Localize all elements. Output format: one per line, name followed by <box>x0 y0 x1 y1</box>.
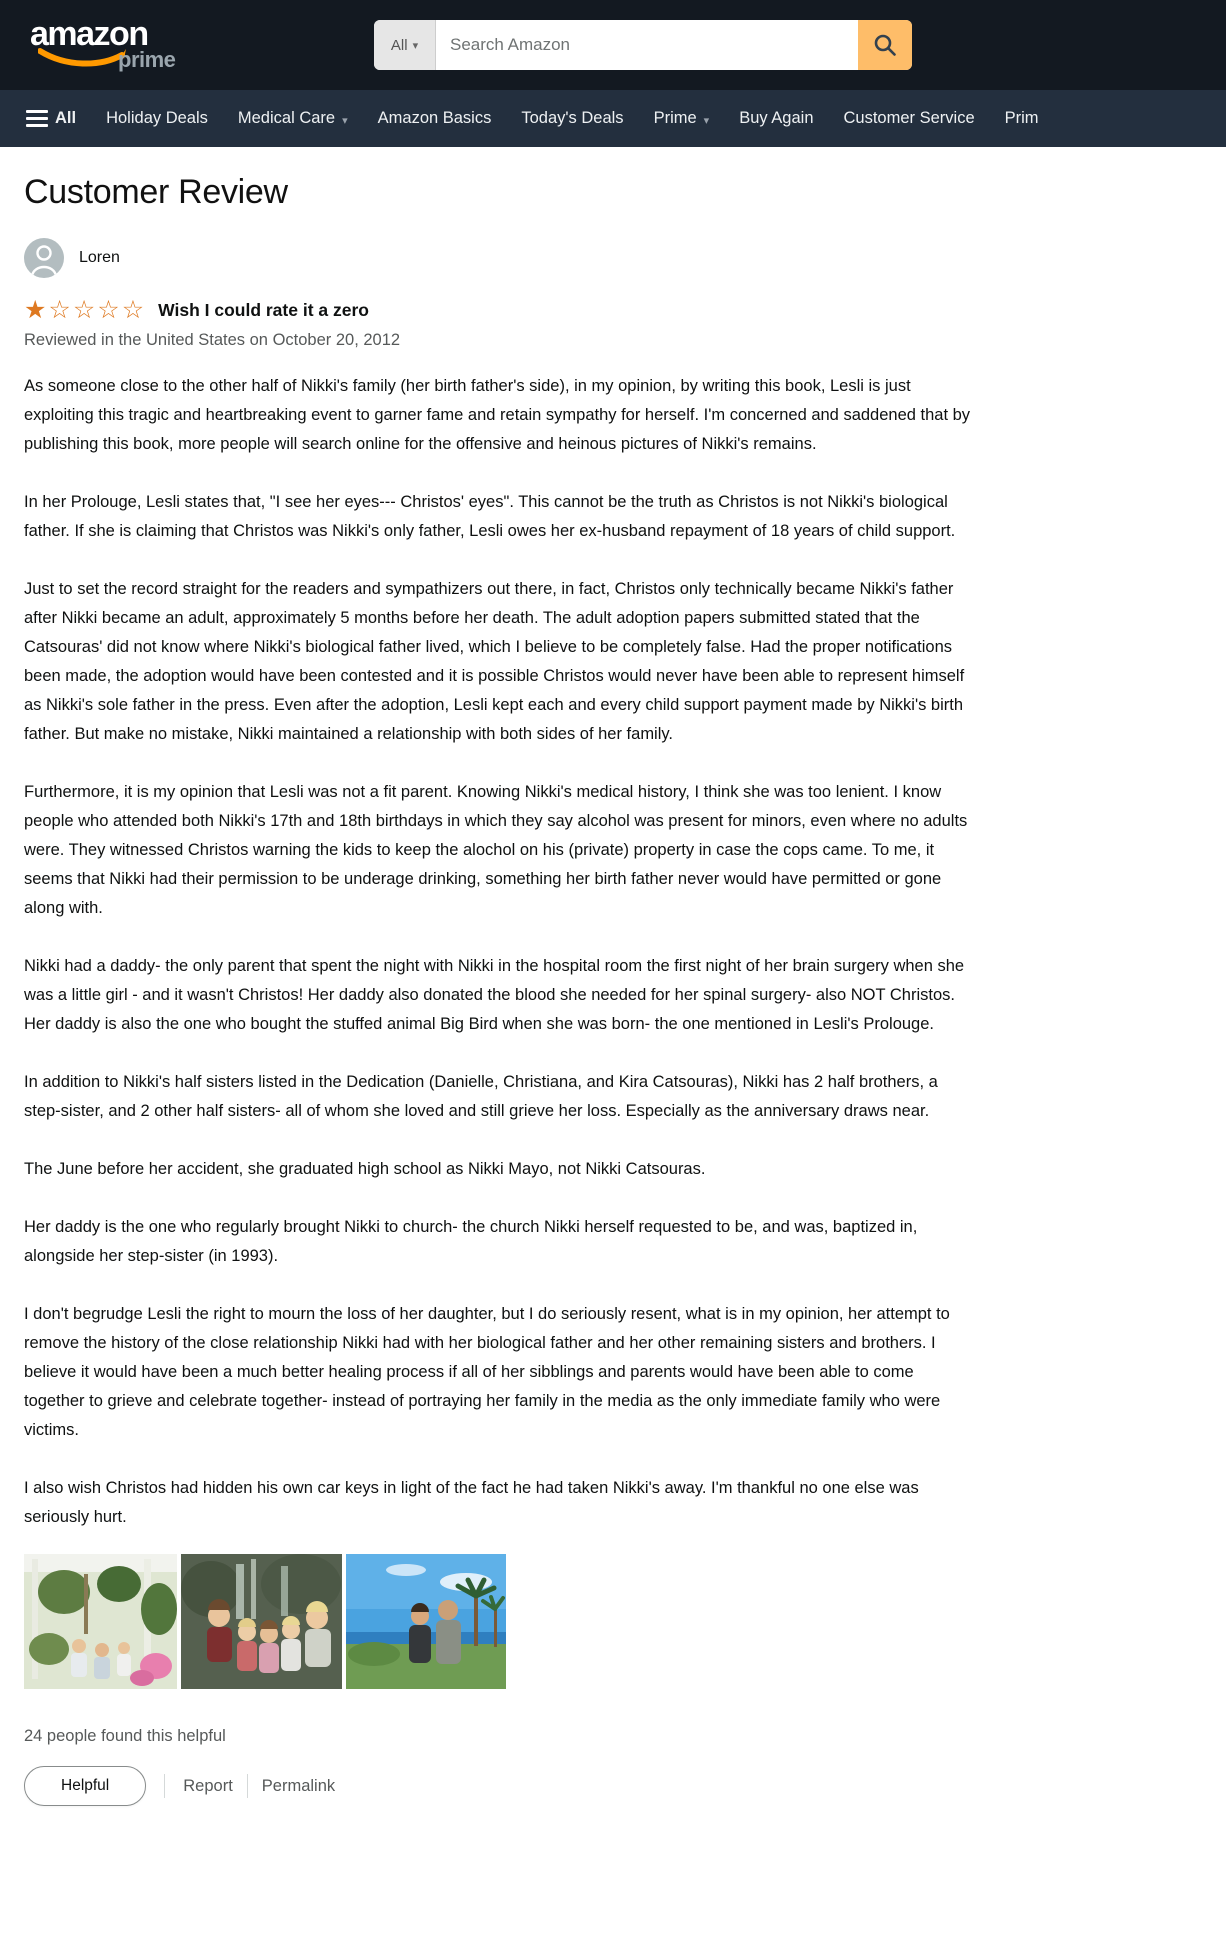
review-paragraph: Just to set the record straight for the readers and sympathizers out there, in fact, Christos only technically became Nikki's father after Nikki became an adult, approximately 5 months before her death. The adult adoption papers submitted stated that the Catsouras' did not know where Nikki's biological father lived, which I believe to be completely false. Had the proper notifications been made, the adoption would have been contested and it is possible Christos would never have been able to represent himself as Nikki's sole father in the press. Even after the adoption, Lesli kept each and every child support payment made by Nikki's birth father. But make no mistake, Nikki maintained a relationship with both sides of her family. <box>24 580 965 743</box>
review-title: Wish I could rate it a zero <box>158 300 369 320</box>
site-header <box>0 0 1226 90</box>
report-link[interactable]: Report <box>183 1776 233 1795</box>
search-scope-label: All <box>390 36 408 54</box>
chevron-down-icon: ▾ <box>412 39 419 52</box>
nav-item-amazon-basics[interactable]: Amazon Basics <box>377 109 492 127</box>
search-icon <box>872 32 898 58</box>
nav-item-buy-again[interactable]: Buy Again <box>739 109 814 127</box>
prime-label: prime <box>118 47 176 72</box>
chevron-down-icon: ▾ <box>703 114 710 127</box>
search-input[interactable] <box>436 20 858 70</box>
review-photo-garden-family[interactable] <box>24 1554 177 1689</box>
page-title: Customer Review <box>24 173 288 211</box>
star-empty-icon: ☆ <box>121 296 147 324</box>
review-paragraph: Her daddy is the one who regularly brought Nikki to church- the church Nikki herself requested to be, and was, baptized in, alongside her step-sister (in 1993). <box>24 1218 918 1265</box>
rating-row <box>24 298 1202 323</box>
nav-item-all[interactable]: All <box>26 109 76 128</box>
amazon-prime-logo[interactable] <box>30 17 180 73</box>
review-photo-beach-couple[interactable] <box>346 1554 506 1689</box>
review-paragraph: Nikki had a daddy- the only parent that spent the night with Nikki in the hospital room the first night of her brain surgery when she was a little girl - and it wasn't Christos! Her daddy also donated the blood she needed for her spinal surgery- also NOT Christos. Her daddy is also the one who bought the stuffed animal Big Bird when she was born- the one mentioned in Lesli's Prolouge. <box>24 957 965 1033</box>
review-paragraph: As someone close to the other half of Nikki's family (her birth father's side), in my opinion, by writing this book, Lesli is just exploiting this tragic and heartbreaking event to garner fame and retain sympathy for herself. I'm concerned and saddened that by publishing this book, more people will search online for the offensive and heinous pictures of Nikki's remains. <box>24 377 971 453</box>
star-rating <box>24 298 146 323</box>
divider <box>164 1774 165 1798</box>
review-paragraph: Furthermore, it is my opinion that Lesli was not a fit parent. Knowing Nikki's medical history, I think she was too lenient. I know people who attended both Nikki's 17th and 18th birthdays in which they say alcohol was present for minors, even where no adults were. They witnessed Christos warning the kids to keep the alochol on his (private) property in case the cops came. To me, it seems that Nikki had their permission to be underage drinking, something her birth father never would have permitted or gone along with. <box>24 783 968 917</box>
nav-item-customer-service[interactable]: Customer Service <box>843 109 975 127</box>
review-actions <box>24 1766 1202 1866</box>
helpful-button[interactable]: Helpful <box>24 1766 146 1806</box>
review-paragraph: I also wish Christos had hidden his own car keys in light of the fact he had taken Nikki's away. I'm thankful no one else was seriously hurt. <box>24 1479 919 1526</box>
nav-item-prime[interactable]: Prime ▾ <box>653 109 710 127</box>
star-empty-icon: ☆ <box>48 296 73 324</box>
avatar <box>24 238 64 278</box>
review-photo-family-group[interactable] <box>181 1554 342 1689</box>
person-icon <box>24 238 64 278</box>
nav-item-prime-truncated[interactable]: Prim <box>1004 109 1039 127</box>
reviewer-name: Loren <box>79 249 120 266</box>
review-photos <box>24 1554 1202 1689</box>
star-empty-icon: ☆ <box>72 296 98 324</box>
amazon-wordmark: amazon <box>30 15 148 53</box>
nav-item-holiday-deals[interactable]: Holiday Deals <box>106 109 208 127</box>
helpful-count: 24 people found this helpful <box>24 1727 226 1745</box>
review-body <box>24 372 972 1532</box>
chevron-down-icon: ▾ <box>342 114 348 127</box>
nav-item-medical-care[interactable]: Medical Care ▾ <box>237 109 348 127</box>
permalink-link[interactable]: Permalink <box>261 1776 336 1795</box>
hamburger-menu-icon <box>26 110 48 127</box>
review-paragraph: In addition to Nikki's half sisters listed in the Dedication (Danielle, Christiana, and Kira Catsouras), Nikki has 2 half brothers, a step-sister, and 2 other half sisters- all of whom she loved and still grieve her loss. Especially as the anniversary draws near. <box>24 1073 938 1120</box>
search-button[interactable] <box>858 20 912 70</box>
amazon-smile-icon <box>38 47 130 69</box>
review-paragraph: In her Prolouge, Lesli states that, "I see her eyes--- Christos' eyes". This cannot be the truth as Christos is not Nikki's biological father. If she is claiming that Christos was Nikki's only father, Lesli owes her ex-husband repayment of 18 years of child support. <box>24 493 956 540</box>
divider <box>247 1774 248 1798</box>
review-paragraph: I don't begrudge Lesli the right to mourn the loss of her daughter, but I do seriously resent, what is in my opinion, her attempt to remove the history of the close relationship Nikki had with her biological father and her other remaining sisters and brothers. I believe it would have been a much better healing process if all of her sibblings and parents would have been able to come together to grieve and celebrate together- instead of portraying her family in the media as the only immediate family who were victims. <box>24 1305 950 1439</box>
nav-item-todays-deals[interactable]: Today's Deals <box>521 109 624 127</box>
main-nav <box>0 90 1226 147</box>
review-page <box>0 147 1226 1866</box>
search-bar <box>374 20 912 70</box>
search-scope-dropdown[interactable] <box>374 20 436 70</box>
review-paragraph: The June before her accident, she graduated high school as Nikki Mayo, not Nikki Catsouras. <box>24 1160 706 1178</box>
star-empty-icon: ☆ <box>97 296 122 324</box>
review-date: Reviewed in the United States on October 20, 2012 <box>24 331 401 349</box>
reviewer-profile[interactable] <box>24 238 1202 278</box>
star-filled-icon: ★ <box>24 296 49 324</box>
